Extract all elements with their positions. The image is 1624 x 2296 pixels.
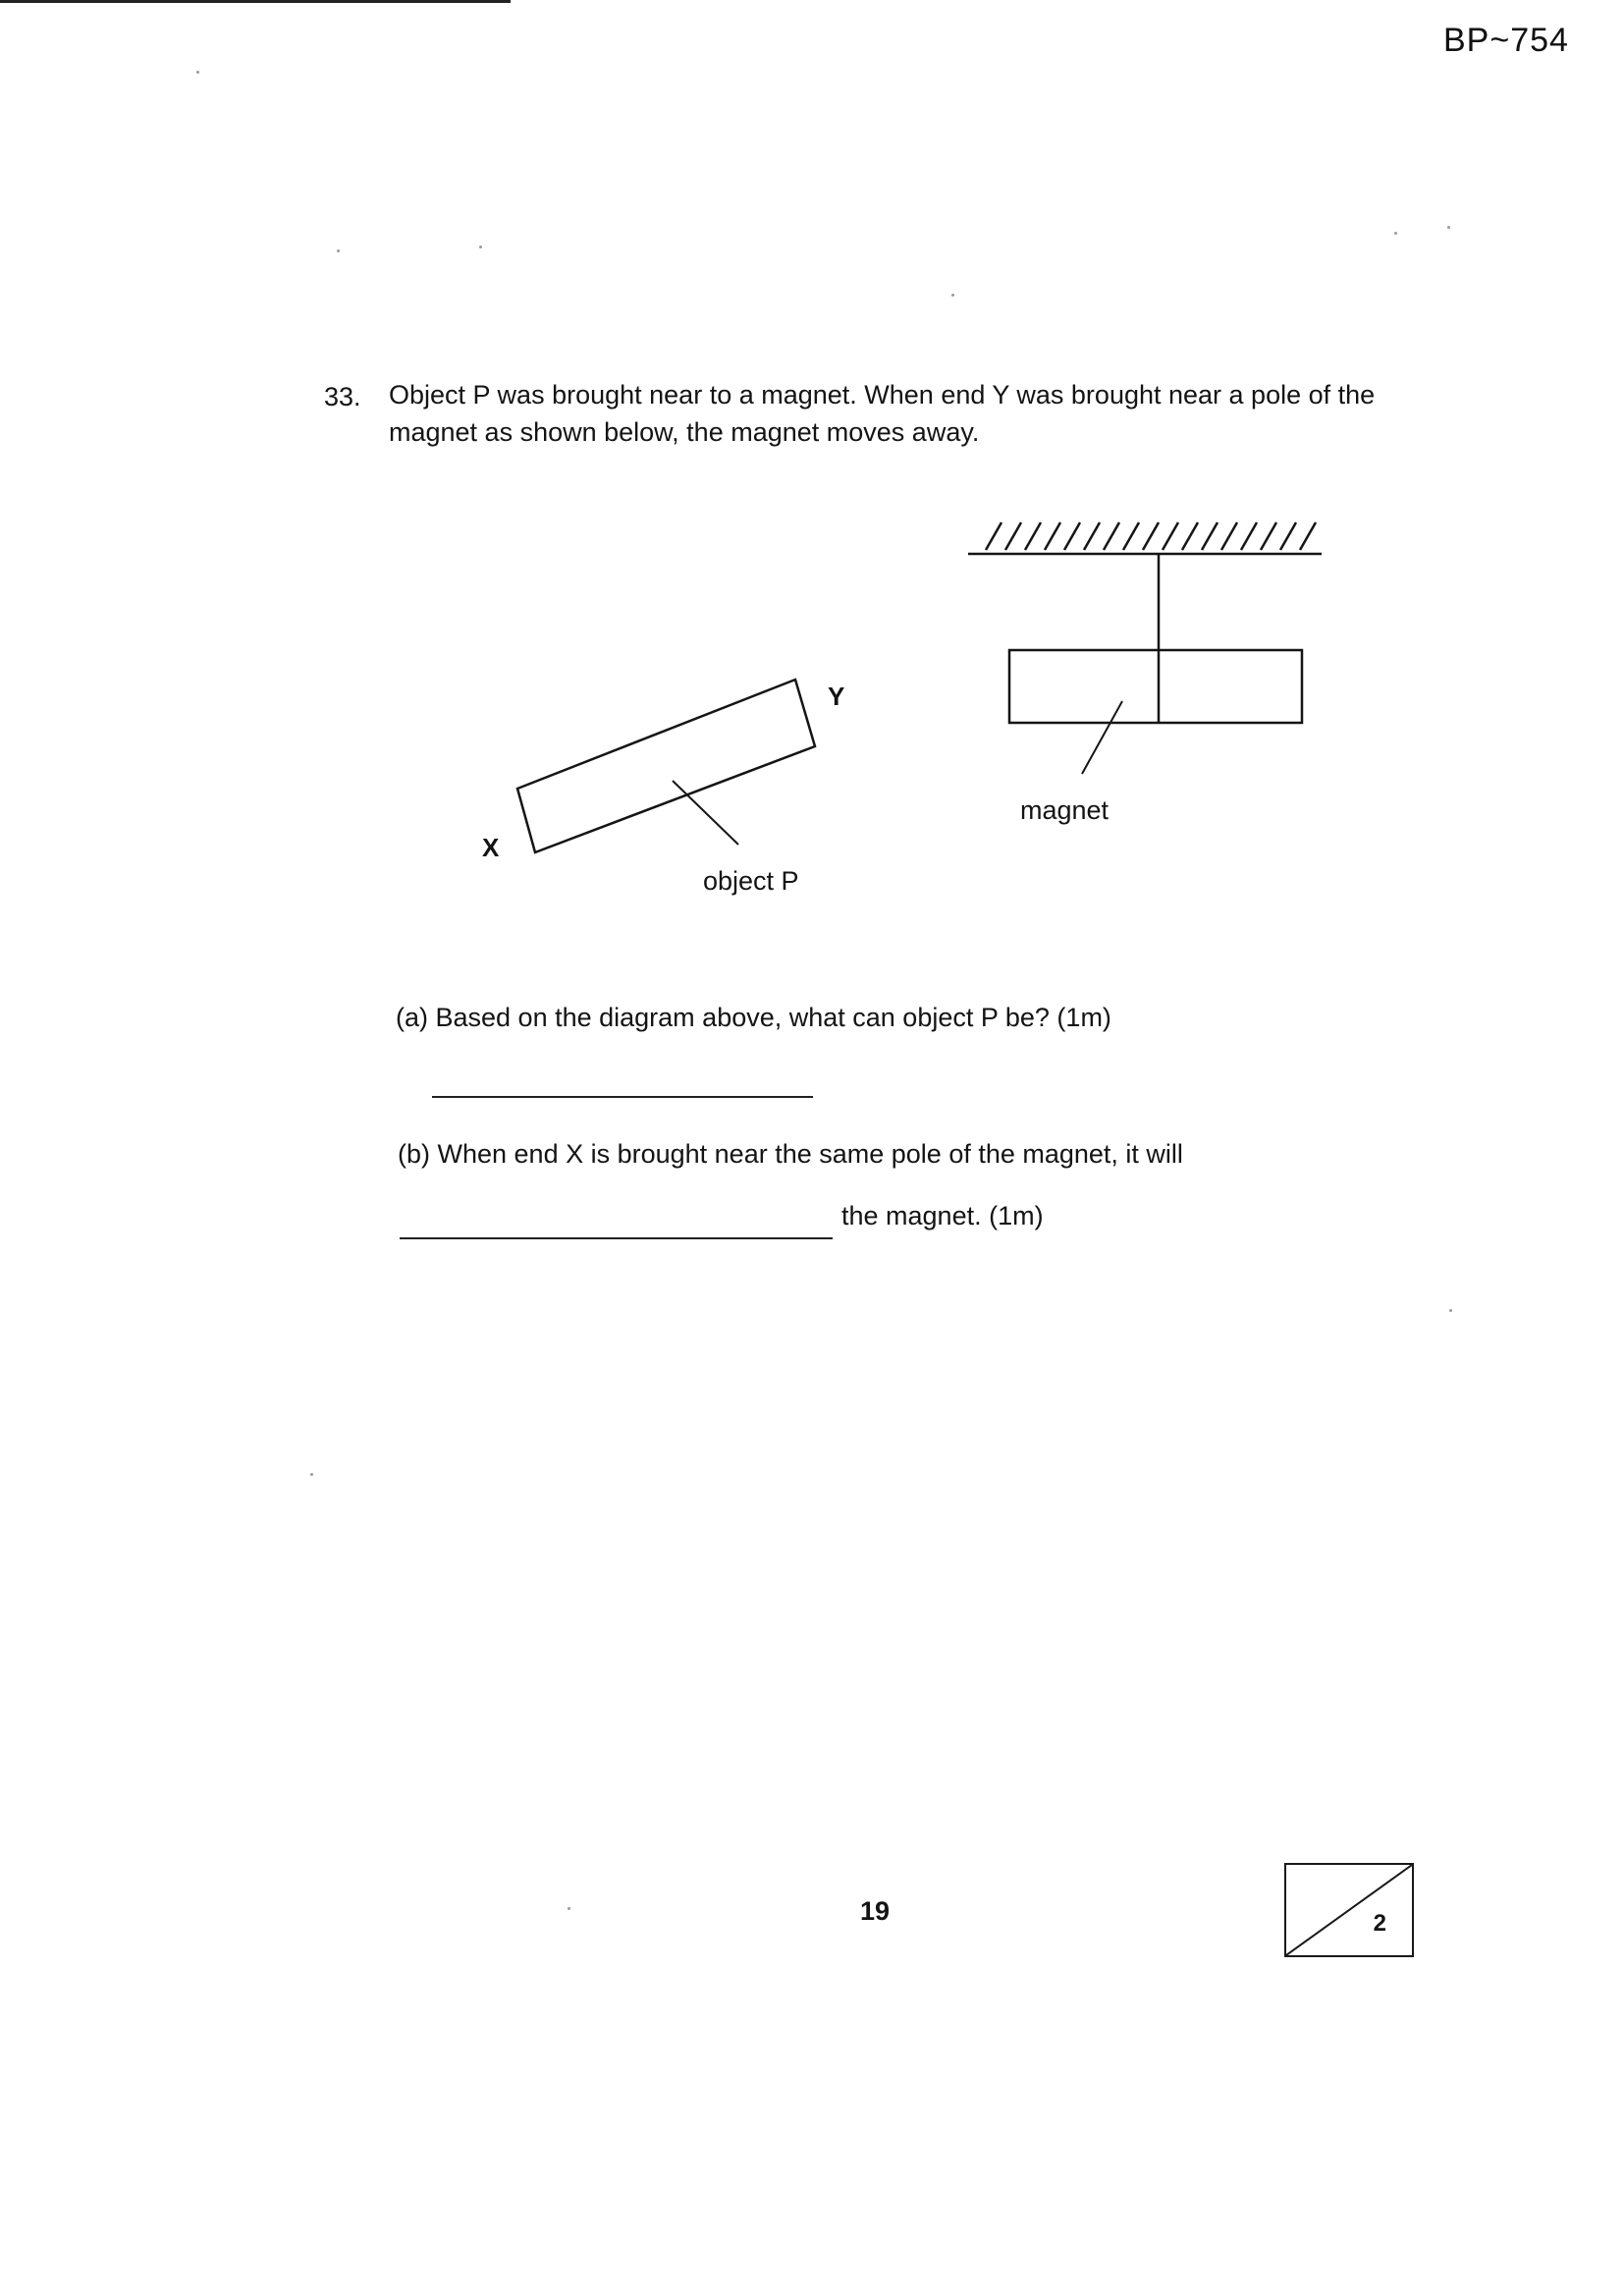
ceiling-support xyxy=(968,522,1322,554)
part-b-question: (b) When end X is brought near the same pole of the magnet, it will xyxy=(398,1139,1183,1169)
part-b-tail: the magnet. (1m) xyxy=(841,1201,1044,1230)
marks-value: 2 xyxy=(1373,1910,1386,1937)
scan-speck xyxy=(337,249,340,252)
magnet-label: magnet xyxy=(1020,795,1110,825)
scan-speck xyxy=(951,294,954,297)
scan-speck xyxy=(196,71,199,74)
object-p-bar xyxy=(517,680,815,852)
page-number: 19 xyxy=(860,1896,891,1926)
bar-magnet xyxy=(1009,650,1302,723)
part-a-question: (a) Based on the diagram above, what can object P be? (1m) xyxy=(396,1003,1111,1032)
end-x-label: X xyxy=(482,833,500,862)
end-y-label: Y xyxy=(828,682,845,711)
question-text: Object P was brought near to a magnet. When end Y was brought near a pole of the magnet as shown below, the magnet moves away. xyxy=(389,380,1376,447)
marks-box xyxy=(1284,1863,1414,1957)
scan-speck xyxy=(310,1473,313,1476)
scan-speck xyxy=(1449,1309,1452,1312)
question-number: 33. xyxy=(324,382,361,411)
magnet-pointer xyxy=(1082,701,1122,774)
scan-speck xyxy=(568,1907,570,1910)
object-p-label: object P xyxy=(703,866,799,896)
top-rule xyxy=(0,0,511,3)
scan-speck xyxy=(1394,232,1397,235)
scan-speck xyxy=(479,246,482,248)
part-b-answer-line[interactable] xyxy=(400,1237,833,1239)
marks-diagonal xyxy=(1286,1865,1412,1955)
scan-speck xyxy=(1447,226,1450,229)
part-a-answer-line[interactable] xyxy=(432,1096,813,1098)
document-code: BP~754 xyxy=(1443,22,1569,59)
object-p-pointer xyxy=(673,781,738,845)
